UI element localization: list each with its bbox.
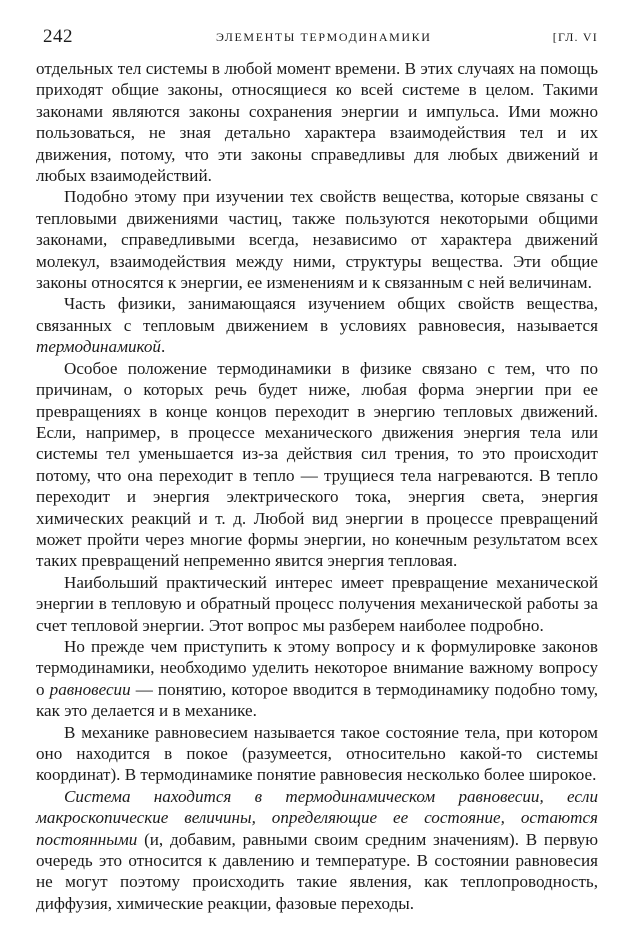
paragraph-thermodynamics-definition [36,293,598,357]
book-page [36,22,598,914]
italic-term-equilibrium: равновесии [49,679,131,699]
paragraph-equilibrium-intro [36,636,598,722]
paragraph-general-laws: Подобно этому при изучении тех свойств вещества, которые связаны с тепловыми движениями частиц, также пользуются некоторыми общими законами, справедливыми всегда, независимо от характера движений молекул, взаимодействия между ними, структуры вещества. Эти общие законы относятся к энергии, ее изменениям и к связанным с ней величинам. [36,187,598,293]
paragraph-mechanical-equilibrium: В механике равновесием называется такое состояние тела, при котором оно находится в покое (разумеется, относительно какой-то системы координат). В термодинамике понятие равновесия несколько более широкое. [36,722,598,785]
italic-term-thermodynamics: термодинамикой [36,337,161,357]
text-segment: . [160,337,166,357]
chapter-reference: [ГЛ. VI [552,30,598,44]
text-segment: — понятию, которое вводится в термодинамику подобно тому, как это делается и в механике. [36,679,598,721]
paragraph-thermodynamic-equilibrium [36,786,598,914]
body-text [36,58,598,914]
running-title: ЭЛЕМЕНТЫ ТЕРМОДИНАМИКИ [216,30,432,44]
text-segment: (и, добавим, равными своим средним значениям). В первую очередь это относится к давлению и температуре. В состоянии равновесия не могут поэтому происходить такие явления, как теплопроводность, диффузия, химические реакции, фазовые переходы. [36,829,598,913]
page-header [36,22,598,58]
paragraph-continuation: отдельных тел системы в любой момент времени. В этих случаях на помощь приходят общие законы, относящиеся ко всей системе в целом. Такими законами являются законы сохранения энергии и импульса. Ими можно пользоваться, не зная детально характера взаимодействия тел и их движения, потому, что эти законы справедливы для любых движений и любых взаимодействий. [36,59,598,186]
text-segment: Но прежде чем приступить к этому вопросу и к формулировке законов термодинамики, необходимо уделить некоторое внимание важному вопросу о [36,636,598,699]
italic-definition-equilibrium: Система находится в термодинамическом равновесии, если макроскопические величины, определяющие ее состояние, остаются постоянными [36,786,598,849]
paragraph-practical-interest: Наибольший практический интерес имеет превращение механической энергии в тепловую и обратный процесс получения механической работы за счет тепловой энергии. Этот вопрос мы разберем наиболее подробно. [36,572,598,635]
page-number: 242 [43,26,73,47]
text-segment: Часть физики, занимающаяся изучением общих свойств вещества, связанных с тепловым движением в условиях равновесия, называется [36,294,598,335]
paragraph-energy-transformation: Особое положение термодинамики в физике связано с тем, что по причинам, о которых речь будет ниже, любая форма энергии при ее превращениях в конце концов переходит в энергию тепловых движений. Если, например, в процессе механического движения энергия тела или системы тел уменьшается из-за действия сил трения, то это происходит потому, что она переходит в тепло — трущиеся тела нагреваются. В тепло переходит и энергия электрического тока, энергия света, энергия химических реакций и т. д. Любой вид энергии в процессе превращений может пройти через многие формы энергии, но конечным результатом всех таких превращений непременно явится энергия тепловая. [36,358,598,571]
